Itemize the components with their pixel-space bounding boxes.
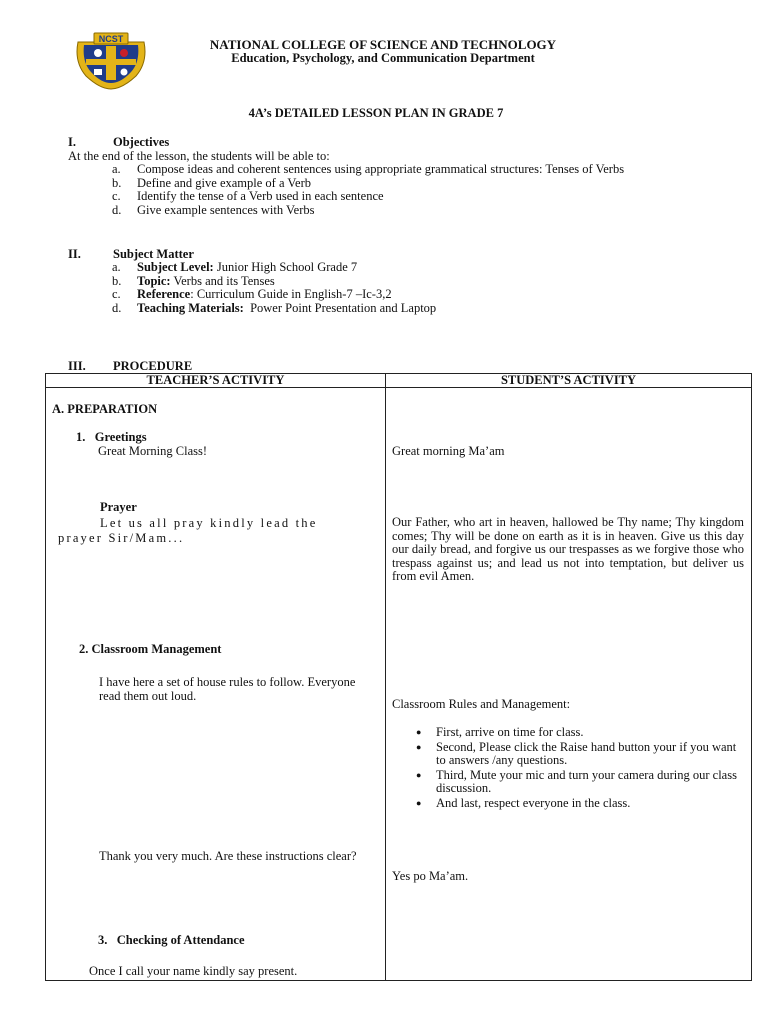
list-item: [112, 300, 725, 316]
list-item: [112, 162, 725, 177]
list-text: And last, respect everyone in the class.: [436, 795, 631, 810]
list-text: Define and give example of a Verb: [137, 175, 312, 190]
list-label: Reference: [137, 287, 191, 302]
list-marker: b.: [112, 175, 122, 190]
teacher-activity-cell: [46, 388, 386, 981]
list-label: Topic:: [137, 273, 171, 288]
list-text: First, arrive on time for class.: [436, 725, 584, 739]
list-item: [112, 189, 725, 204]
procedure-heading: PROCEDURE: [113, 359, 193, 373]
list-text: Identify the tense of a Verb used in each sentence: [137, 189, 384, 204]
greetings-text: Great Morning Class!: [98, 444, 208, 458]
list-marker: a.: [112, 162, 121, 176]
list-item: [392, 797, 744, 811]
yes-reply: Yes po Ma’am.: [392, 869, 469, 883]
objectives-number: I.: [68, 135, 76, 149]
greetings-heading: 1. Greetings: [76, 430, 147, 444]
list-text: : Curriculum Guide in English-7 –Ic-3,2: [190, 287, 392, 302]
list-text: Second, Please click the Raise hand button your if you want to answers /any questions.: [436, 739, 737, 768]
list-item: [392, 741, 744, 768]
teacher-activity-header: TEACHER’S ACTIVITY: [46, 374, 386, 388]
list-item: [112, 260, 725, 275]
subject-matter-list: [112, 260, 725, 315]
list-marker: a.: [112, 260, 121, 274]
list-marker: c.: [112, 287, 121, 302]
classroom-management-text: I have here a set of house rules to follow. Everyone read them out loud.: [99, 675, 356, 703]
list-item: [392, 726, 744, 740]
rules-heading: Classroom Rules and Management:: [392, 697, 571, 711]
prayer-line-1: Let us all pray kindly lead the: [100, 516, 318, 530]
list-text: Power Point Presentation and Laptop: [243, 300, 437, 315]
list-item: [112, 287, 725, 302]
preparation-heading: A. PREPARATION: [52, 402, 158, 416]
student-activity-header: STUDENT’S ACTIVITY: [386, 374, 752, 388]
procedure-number: III.: [68, 359, 86, 373]
thanks-text: Thank you very much. Are these instructions clear?: [99, 849, 357, 863]
objectives-list: [112, 162, 725, 217]
prayer-heading: Prayer: [100, 500, 137, 514]
list-label: Subject Level:: [137, 260, 214, 274]
list-label: Teaching Materials:: [137, 300, 244, 315]
list-marker: d.: [112, 300, 122, 315]
list-item: [112, 175, 725, 191]
list-item: [112, 273, 725, 289]
logo-text: NCST: [98, 34, 124, 44]
greeting-reply: Great morning Ma’am: [392, 444, 505, 458]
list-text: Junior High School Grade 7: [213, 260, 358, 274]
rules-list: [392, 726, 744, 812]
attendance-heading: 3. Checking of Attendance: [98, 933, 245, 947]
prayer-line-2: prayer Sir/Mam...: [58, 531, 185, 545]
objectives-intro: At the end of the lesson, the students will be able to:: [68, 149, 330, 163]
subject-matter-heading: Subject Matter: [113, 247, 194, 261]
list-text: Third, Mute your mic and turn your camera during our class discussion.: [436, 767, 737, 796]
list-marker: d.: [112, 202, 122, 217]
department-name: Education, Psychology, and Communication Department: [231, 51, 535, 65]
document-title: 4A’s DETAILED LESSON PLAN IN GRADE 7: [248, 106, 504, 120]
list-text: Compose ideas and coherent sentences using appropriate grammatical structures: Tenses of Verbs: [137, 162, 625, 176]
student-activity-cell: [386, 388, 752, 981]
list-item: [112, 202, 725, 218]
prayer-text: Our Father, who art in heaven, hallowed be Thy name; Thy kingdom comes; Thy will be done on earth as it is in heaven. Give us this day our daily bread, and forgive us our trespasses as we forgive those who trespass against us; and lead us not into temptation, but deliver us from evil Amen.: [392, 515, 744, 584]
attendance-text: Once I call your name kindly say present.: [89, 964, 298, 978]
list-item: [392, 769, 744, 796]
list-marker: b.: [112, 273, 122, 288]
list-text: Give example sentences with Verbs: [137, 202, 315, 217]
objectives-heading: Objectives: [113, 135, 170, 149]
procedure-table: [45, 373, 752, 981]
list-text: Verbs and its Tenses: [170, 273, 275, 288]
subject-matter-number: II.: [68, 247, 81, 261]
classroom-management-heading: 2. Classroom Management: [79, 642, 222, 656]
list-marker: c.: [112, 189, 121, 204]
school-name: NATIONAL COLLEGE OF SCIENCE AND TECHNOLOGY: [209, 37, 557, 52]
